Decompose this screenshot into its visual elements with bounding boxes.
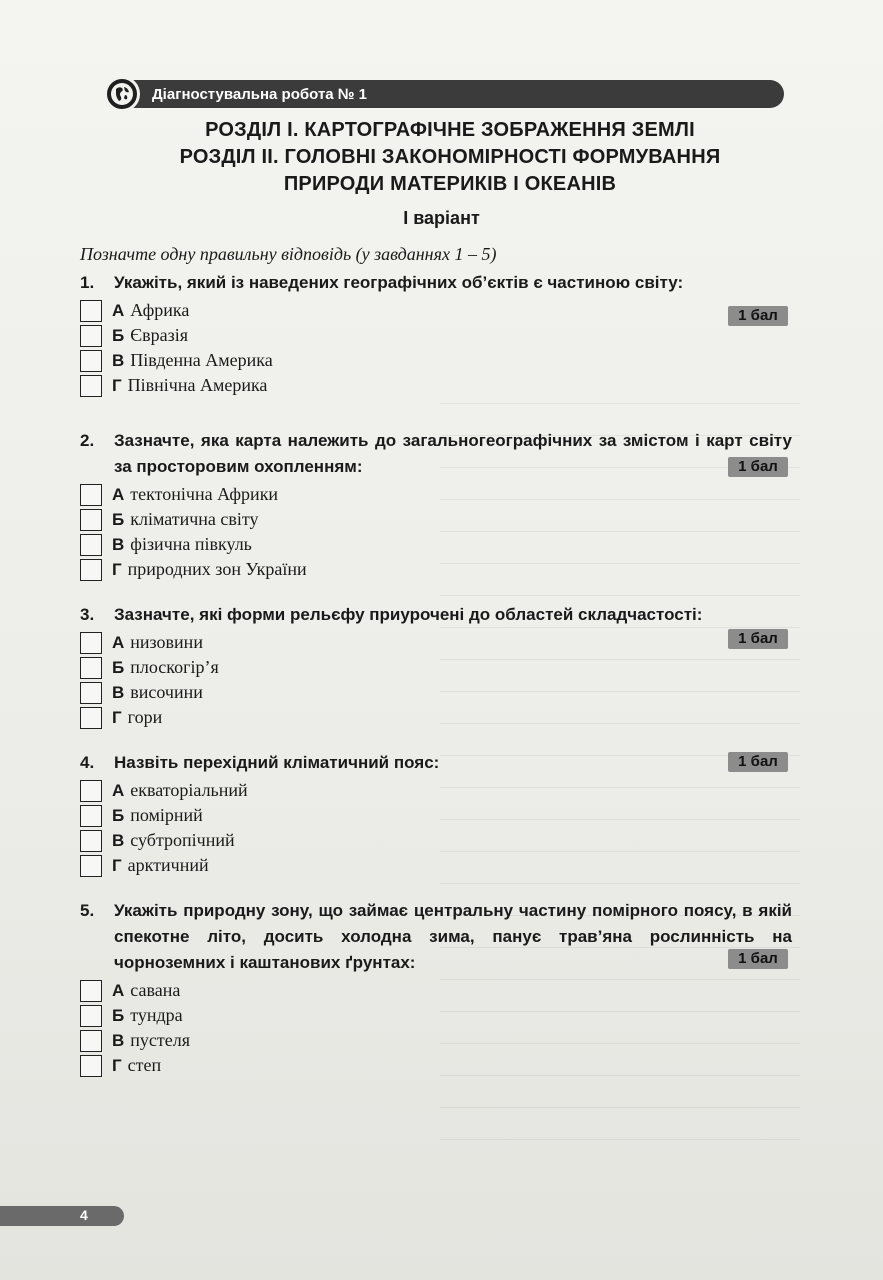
option-text: гори [127,707,163,727]
options-list [80,482,792,582]
page-number: 4 [80,1207,88,1223]
checkbox[interactable] [80,805,102,827]
options-list [80,778,792,878]
checkbox[interactable] [80,707,102,729]
option-text: тундра [130,1005,183,1025]
option-v[interactable] [80,828,792,853]
checkbox[interactable] [80,325,102,347]
checkbox[interactable] [80,980,102,1002]
option-text: арктичний [127,855,209,875]
options-list [80,298,792,398]
option-text: степ [127,1055,162,1075]
option-letter: В [112,682,125,702]
option-text: тектонічна Африки [130,484,279,504]
option-text: плоскогір’я [130,657,219,677]
option-text: височини [130,682,203,702]
option-text: пустеля [130,1030,191,1050]
option-text: фізична півкуль [130,534,252,554]
checkbox[interactable] [80,350,102,372]
question-number: 1. [80,273,95,292]
checkbox[interactable] [80,830,102,852]
title-line-1: РОЗДІЛ І. КАРТОГРАФІЧНЕ ЗОБРАЖЕННЯ ЗЕМЛІ [205,119,695,141]
checkbox[interactable] [80,1055,102,1077]
option-text: природних зон України [127,559,307,579]
option-v[interactable] [80,348,792,373]
checkbox[interactable] [80,375,102,397]
option-text: помірний [130,805,203,825]
question-2 [80,428,792,582]
option-letter: Б [112,1005,125,1025]
question-number: 5. [80,901,95,920]
question-text: Назвіть перехідний кліматичний пояс: [114,753,440,772]
option-b[interactable] [80,323,792,348]
points-badge: 1 бал [728,752,788,772]
question-text: Укажіть, який із наведених географічних об’єктів є частиною світу: [114,273,684,292]
points-badge: 1 бал [728,949,788,969]
question-1 [80,270,792,398]
option-a[interactable] [80,482,792,507]
option-letter: В [112,1030,125,1050]
section-title [110,117,790,198]
checkbox[interactable] [80,1030,102,1052]
option-text: Євразія [130,325,188,345]
instruction-text: Позначте одну правильну відповідь (у завданнях 1 – 5) [80,244,497,264]
option-a[interactable] [80,978,792,1003]
option-letter: А [112,484,125,504]
option-letter: Г [112,559,122,579]
option-b[interactable] [80,655,792,680]
option-h[interactable] [80,853,792,878]
question-5 [80,898,792,1078]
checkbox[interactable] [80,855,102,877]
option-text: екваторіальний [130,780,248,800]
checkbox[interactable] [80,682,102,704]
checkbox[interactable] [80,300,102,322]
option-text: субтропічний [130,830,235,850]
question-text: Зазначте, яка карта належить до загальногеографічних за змістом і карт світу за просторовим охопленням: [114,431,792,476]
options-list [80,978,792,1078]
header-title: Діагностувальна робота № 1 [152,85,368,103]
header-bar [112,80,784,108]
option-h[interactable] [80,705,792,730]
checkbox[interactable] [80,632,102,654]
option-letter: В [112,534,125,554]
option-letter: В [112,830,125,850]
option-h[interactable] [80,1053,792,1078]
option-letter: А [112,632,125,652]
option-letter: А [112,300,125,320]
checkbox[interactable] [80,1005,102,1027]
option-v[interactable] [80,680,792,705]
option-v[interactable] [80,1028,792,1053]
option-b[interactable] [80,1003,792,1028]
checkbox[interactable] [80,484,102,506]
option-letter: Г [112,707,122,727]
option-text: Африка [130,300,190,320]
option-a[interactable] [80,630,792,655]
options-list [80,630,792,730]
checkbox[interactable] [80,534,102,556]
option-text: Південна Америка [130,350,273,370]
footer-bar [0,1206,124,1226]
variant-heading: І варіант [403,208,480,228]
option-letter: А [112,780,125,800]
checkbox[interactable] [80,559,102,581]
option-letter: Б [112,657,125,677]
option-text: Північна Америка [127,375,268,395]
question-number: 4. [80,753,95,772]
option-letter: Б [112,509,125,529]
checkbox[interactable] [80,780,102,802]
points-badge: 1 бал [728,306,788,326]
option-letter: Б [112,325,125,345]
option-text: савана [130,980,181,1000]
option-b[interactable] [80,803,792,828]
checkbox[interactable] [80,657,102,679]
title-line-2: РОЗДІЛ ІІ. ГОЛОВНІ ЗАКОНОМІРНОСТІ ФОРМУВАННЯ [179,146,721,168]
question-text: Укажіть природну зону, що займає центральну частину помірного поясу, в якій спекотне літо, досить холодна зима, панує трав’яна рослинність на чорноземних і каштанових ґрунтах: [114,901,792,972]
title-line-3: ПРИРОДИ МАТЕРИКІВ І ОКЕАНІВ [283,173,617,195]
question-number: 3. [80,605,95,624]
option-letter: В [112,350,125,370]
option-letter: Г [112,375,122,395]
question-3 [80,602,792,730]
points-badge: 1 бал [728,457,788,477]
points-badge: 1 бал [728,629,788,649]
question-number: 2. [80,431,95,450]
option-letter: А [112,980,125,1000]
globe-icon [104,76,140,112]
option-h[interactable] [80,373,792,398]
checkbox[interactable] [80,509,102,531]
option-letter: Г [112,855,122,875]
option-a[interactable] [80,298,792,323]
option-v[interactable] [80,532,792,557]
option-text: низовини [130,632,203,652]
question-4 [80,750,792,878]
option-letter: Б [112,805,125,825]
option-text: кліматична світу [130,509,259,529]
option-a[interactable] [80,778,792,803]
question-text: Зазначте, які форми рельєфу приурочені до областей складчастості: [114,605,703,624]
option-h[interactable] [80,557,792,582]
option-b[interactable] [80,507,792,532]
option-letter: Г [112,1055,122,1075]
